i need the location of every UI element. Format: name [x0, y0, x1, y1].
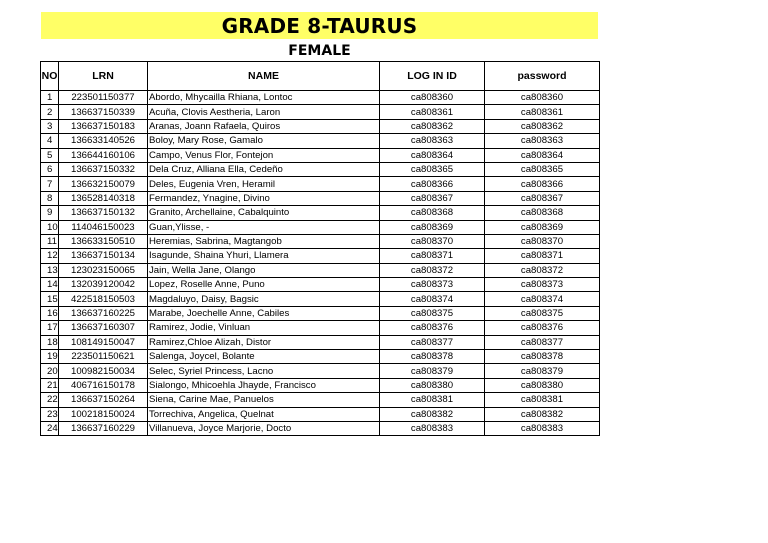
lrn-cell: 132039120042: [59, 278, 148, 292]
login-id-cell: ca808381: [380, 393, 485, 407]
row-number-cell: 12: [41, 249, 59, 263]
password-cell: ca808380: [485, 378, 600, 392]
login-id-cell: ca808367: [380, 191, 485, 205]
row-number-cell: 1: [41, 91, 59, 105]
table-row: [41, 364, 600, 378]
table-row: [41, 335, 600, 349]
password-cell: ca808383: [485, 421, 600, 435]
lrn-cell: 406716150178: [59, 378, 148, 392]
lrn-cell: 136633140526: [59, 134, 148, 148]
password-cell: ca808382: [485, 407, 600, 421]
lrn-cell: 136637150134: [59, 249, 148, 263]
login-id-cell: ca808376: [380, 321, 485, 335]
column-header-password: password: [485, 62, 600, 91]
login-id-cell: ca808360: [380, 91, 485, 105]
student-name-cell: Salenga, Joycel, Bolante: [148, 350, 380, 364]
row-number-cell: 6: [41, 162, 59, 176]
student-name-cell: Marabe, Joechelle Anne, Cabiles: [148, 306, 380, 320]
table-row: [41, 105, 600, 119]
login-id-cell: ca808363: [380, 134, 485, 148]
row-number-cell: 23: [41, 407, 59, 421]
student-name-cell: Siena, Carine Mae, Panuelos: [148, 393, 380, 407]
section-subtitle: FEMALE: [288, 43, 351, 59]
table-row: [41, 249, 600, 263]
password-cell: ca808363: [485, 134, 600, 148]
lrn-cell: 136633150510: [59, 234, 148, 248]
password-cell: ca808371: [485, 249, 600, 263]
login-id-cell: ca808364: [380, 148, 485, 162]
lrn-cell: 223501150621: [59, 350, 148, 364]
student-name-cell: Villanueva, Joyce Marjorie, Docto: [148, 421, 380, 435]
student-name-cell: Guan,Ylisse, -: [148, 220, 380, 234]
student-name-cell: Lopez, Roselle Anne, Puno: [148, 278, 380, 292]
password-cell: ca808368: [485, 206, 600, 220]
lrn-cell: 100218150024: [59, 407, 148, 421]
student-name-cell: Selec, Syriel Princess, Lacno: [148, 364, 380, 378]
table-row: [41, 191, 600, 205]
lrn-cell: 136528140318: [59, 191, 148, 205]
lrn-cell: 223501150377: [59, 91, 148, 105]
table-row: [41, 407, 600, 421]
row-number-cell: 8: [41, 191, 59, 205]
table-row: [41, 177, 600, 191]
student-name-cell: Torrechiva, Angelica, Quelnat: [148, 407, 380, 421]
password-cell: ca808360: [485, 91, 600, 105]
login-id-cell: ca808365: [380, 162, 485, 176]
password-cell: ca808379: [485, 364, 600, 378]
student-name-cell: Isagunde, Shaina Yhuri, Llamera: [148, 249, 380, 263]
student-name-cell: Aranas, Joann Rafaela, Quiros: [148, 119, 380, 133]
lrn-cell: 136637150339: [59, 105, 148, 119]
login-id-cell: ca808373: [380, 278, 485, 292]
row-number-cell: 2: [41, 105, 59, 119]
table-row: [41, 278, 600, 292]
password-cell: ca808373: [485, 278, 600, 292]
column-header-lrn: LRN: [59, 62, 148, 91]
table-row: [41, 292, 600, 306]
login-id-cell: ca808374: [380, 292, 485, 306]
student-name-cell: Ramirez, Jodie, Vinluan: [148, 321, 380, 335]
student-name-cell: Dela Cruz, Alliana Ella, Cedeño: [148, 162, 380, 176]
page-title: GRADE 8-TAURUS: [41, 12, 598, 39]
password-cell: ca808377: [485, 335, 600, 349]
login-id-cell: ca808372: [380, 263, 485, 277]
table-row: [41, 206, 600, 220]
row-number-cell: 13: [41, 263, 59, 277]
column-header-name: NAME: [148, 62, 380, 91]
table-row: [41, 162, 600, 176]
login-id-cell: ca808375: [380, 306, 485, 320]
lrn-cell: 422518150503: [59, 292, 148, 306]
table-row: [41, 220, 600, 234]
row-number-cell: 5: [41, 148, 59, 162]
login-id-cell: ca808366: [380, 177, 485, 191]
row-number-cell: 10: [41, 220, 59, 234]
row-number-cell: 18: [41, 335, 59, 349]
table-row: [41, 378, 600, 392]
login-id-cell: ca808379: [380, 364, 485, 378]
lrn-cell: 100982150034: [59, 364, 148, 378]
password-cell: ca808365: [485, 162, 600, 176]
password-cell: ca808361: [485, 105, 600, 119]
lrn-cell: 136637150183: [59, 119, 148, 133]
password-cell: ca808364: [485, 148, 600, 162]
student-name-cell: Fermandez, Ynagine, Divino: [148, 191, 380, 205]
lrn-cell: 114046150023: [59, 220, 148, 234]
lrn-cell: 136637150132: [59, 206, 148, 220]
login-id-cell: ca808382: [380, 407, 485, 421]
row-number-cell: 15: [41, 292, 59, 306]
row-number-cell: 17: [41, 321, 59, 335]
row-number-cell: 7: [41, 177, 59, 191]
student-name-cell: Heremias, Sabrina, Magtangob: [148, 234, 380, 248]
student-name-cell: Sialongo, Mhicoehla Jhayde, Francisco: [148, 378, 380, 392]
password-cell: ca808378: [485, 350, 600, 364]
student-name-cell: Magdaluyo, Daisy, Bagsic: [148, 292, 380, 306]
table-row: [41, 91, 600, 105]
table-row: [41, 321, 600, 335]
password-cell: ca808362: [485, 119, 600, 133]
table-row: [41, 350, 600, 364]
student-name-cell: Ramirez,Chloe Alizah, Distor: [148, 335, 380, 349]
password-cell: ca808367: [485, 191, 600, 205]
table-row: [41, 393, 600, 407]
login-id-cell: ca808361: [380, 105, 485, 119]
table-row: [41, 148, 600, 162]
login-id-cell: ca808369: [380, 220, 485, 234]
row-number-cell: 4: [41, 134, 59, 148]
password-cell: ca808369: [485, 220, 600, 234]
table-row: [41, 421, 600, 435]
login-id-cell: ca808377: [380, 335, 485, 349]
password-cell: ca808372: [485, 263, 600, 277]
password-cell: ca808375: [485, 306, 600, 320]
row-number-cell: 11: [41, 234, 59, 248]
lrn-cell: 136644160106: [59, 148, 148, 162]
student-roster-table: [40, 61, 600, 436]
row-number-cell: 16: [41, 306, 59, 320]
student-name-cell: Acuña, Clovis Aestheria, Laron: [148, 105, 380, 119]
table-row: [41, 119, 600, 133]
student-name-cell: Campo, Venus Flor, Fontejon: [148, 148, 380, 162]
lrn-cell: 136637160225: [59, 306, 148, 320]
column-header-login-id: LOG IN ID: [380, 62, 485, 91]
lrn-cell: 136637150332: [59, 162, 148, 176]
student-name-cell: Deles, Eugenia Vren, Heramil: [148, 177, 380, 191]
login-id-cell: ca808362: [380, 119, 485, 133]
password-cell: ca808366: [485, 177, 600, 191]
password-cell: ca808370: [485, 234, 600, 248]
password-cell: ca808376: [485, 321, 600, 335]
login-id-cell: ca808370: [380, 234, 485, 248]
student-name-cell: Granito, Archellaine, Cabalquinto: [148, 206, 380, 220]
table-row: [41, 306, 600, 320]
student-name-cell: Boloy, Mary Rose, Gamalo: [148, 134, 380, 148]
table-row: [41, 234, 600, 248]
login-id-cell: ca808378: [380, 350, 485, 364]
lrn-cell: 136637160229: [59, 421, 148, 435]
lrn-cell: 136637150264: [59, 393, 148, 407]
password-cell: ca808381: [485, 393, 600, 407]
row-number-cell: 3: [41, 119, 59, 133]
table-header-row: [41, 62, 600, 91]
row-number-cell: 9: [41, 206, 59, 220]
row-number-cell: 22: [41, 393, 59, 407]
row-number-cell: 19: [41, 350, 59, 364]
lrn-cell: 108149150047: [59, 335, 148, 349]
table-row: [41, 263, 600, 277]
student-name-cell: Abordo, Mhycailla Rhiana, Lontoc: [148, 91, 380, 105]
column-header-no: NO: [41, 62, 59, 91]
lrn-cell: 136637160307: [59, 321, 148, 335]
login-id-cell: ca808380: [380, 378, 485, 392]
row-number-cell: 20: [41, 364, 59, 378]
login-id-cell: ca808371: [380, 249, 485, 263]
row-number-cell: 21: [41, 378, 59, 392]
table-body: [41, 91, 600, 436]
lrn-cell: 136632150079: [59, 177, 148, 191]
login-id-cell: ca808368: [380, 206, 485, 220]
row-number-cell: 24: [41, 421, 59, 435]
student-name-cell: Jain, Wella Jane, Olango: [148, 263, 380, 277]
login-id-cell: ca808383: [380, 421, 485, 435]
password-cell: ca808374: [485, 292, 600, 306]
lrn-cell: 123023150065: [59, 263, 148, 277]
table-row: [41, 134, 600, 148]
row-number-cell: 14: [41, 278, 59, 292]
